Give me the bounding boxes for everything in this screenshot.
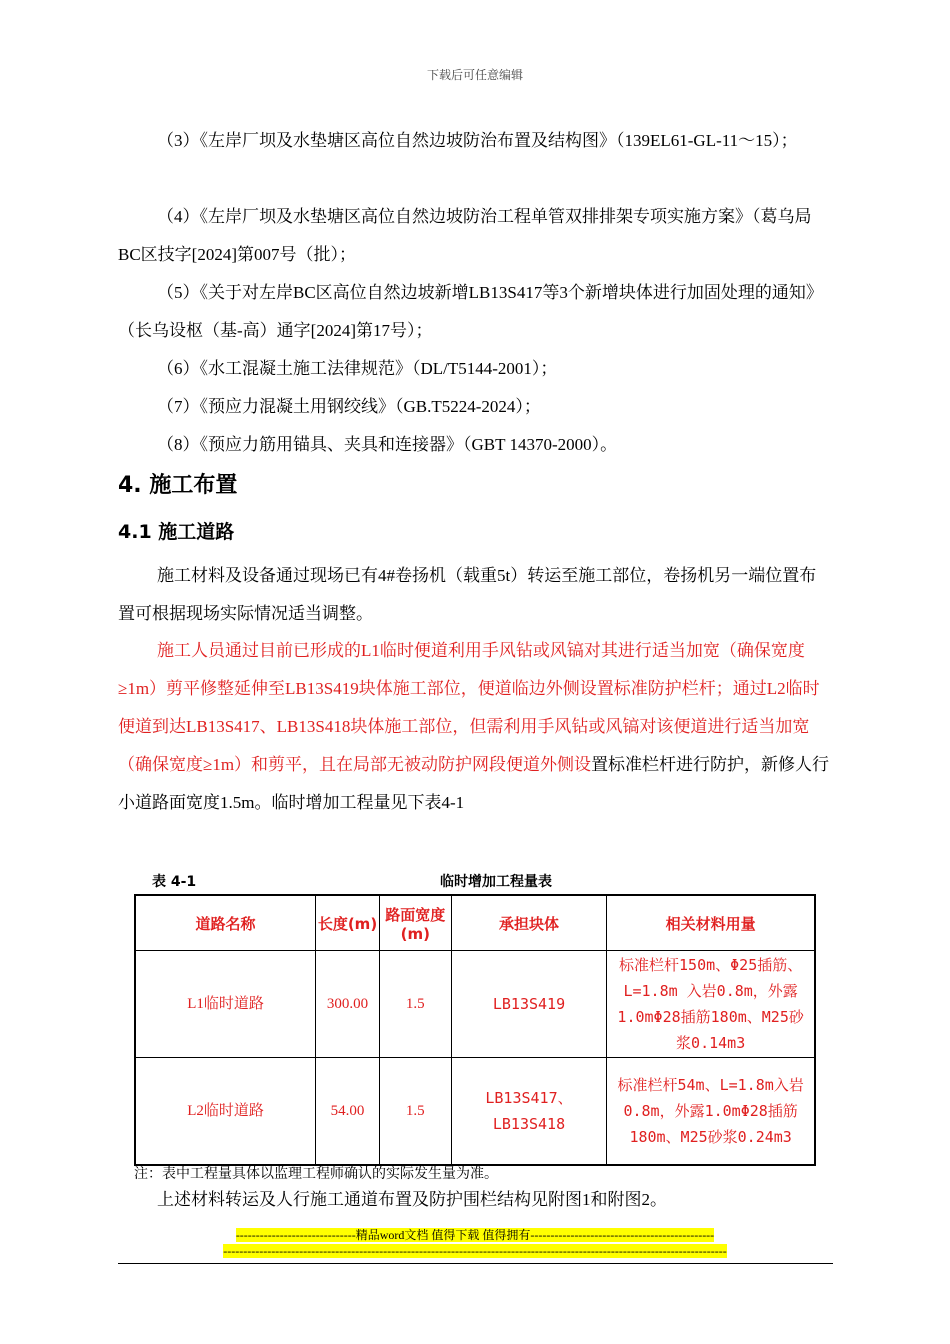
closing-paragraph: 上述材料转运及人行施工通道布置及防护围栏结构见附图1和附图2。 [157, 1190, 667, 1209]
header-length: 长度(m) [316, 895, 380, 951]
paragraph-roads-red: 施工人员通过目前已形成的L1临时便道利用手风钻或风镐对其进行适当加宽（确保宽度≥1m）剪平修整延伸至LB13S419块体施工部位，便道临边外侧设置标准防护栏杆；通过L2临时便道到达LB13S417、LB13S418块体施工部位，但需利用手风钻或风镐对该便道进行适当加宽（确保宽度≥1m）和剪平，且在局部无被动防护网段便道外侧设 [118, 641, 820, 774]
section-title: 4. 施工布置 [118, 473, 238, 498]
cell-length: 54.00 [316, 1058, 380, 1166]
cell-materials: 标准栏杆54m、L=1.8m入岩0.8m，外露1.0mΦ28插筋180m、M25砂浆0.24m3 [607, 1058, 815, 1166]
footer-line-1: ------------------------------精品word文档 值得下载 值得拥有---------------------------------------------- [235, 1228, 715, 1242]
cell-length: 300.00 [316, 951, 380, 1058]
ref-item-8: （8）《预应力筋用锚具、夹具和连接器》（GBT 14370-2000）。 [157, 435, 618, 454]
cell-block: LB13S417、LB13S418 [451, 1058, 607, 1166]
footer-rule [118, 1263, 833, 1264]
ref-item-4: （4）《左岸厂坝及水垫塘区高位自然边坡防治工程单管双排排架专项实施方案》（葛乌局BC区技字[2024]第007号（批）； [118, 207, 812, 264]
paragraph-roads-black: 置标准栏杆进行防护，新修人行小道路面宽度1.5m。临时增加工程量见下表4-1 [118, 755, 830, 812]
ref-item-3: （3）《左岸厂坝及水垫塘区高位自然边坡防治布置及结构图》（139EL61-GL-11～15）； [157, 131, 798, 150]
table-note: 注：表中工程量具体以监理工程师确认的实际发生量为准。 [134, 1167, 498, 1182]
header-block: 承担块体 [451, 895, 607, 951]
table-label: 表 4-1 [152, 874, 197, 890]
header-materials: 相关材料用量 [607, 895, 815, 951]
subsection-title: 4.1 施工道路 [118, 521, 235, 543]
cell-block: LB13S419 [451, 951, 607, 1058]
paragraph-materials: 施工材料及设备通过现场已有4#卷扬机（载重5t）转运至施工部位，卷扬机另一端位置布置可根据现场实际情况适当调整。 [118, 566, 817, 623]
table-title: 临时增加工程量表 [440, 874, 552, 890]
cell-materials: 标准栏杆150m、Φ25插筋、L=1.8m 入岩0.8m，外露1.0mΦ28插筋180m、M25砂浆0.14m3 [607, 951, 815, 1058]
header-width: 路面宽度(m) [379, 895, 451, 951]
cell-width: 1.5 [379, 1058, 451, 1166]
header-road-name: 道路名称 [135, 895, 316, 951]
table-row [135, 951, 815, 1058]
ref-item-7: （7）《预应力混凝土用钢绞线》（GB.T5224-2024）； [157, 397, 541, 416]
footer-banner [0, 1227, 950, 1259]
cell-road-name: L1临时道路 [135, 951, 316, 1058]
ref-item-5: （5）《关于对左岸BC区高位自然边坡新增LB13S417等3个新增块体进行加固处理的通知》（长乌设枢（基-高）通字[2024]第17号）； [118, 283, 823, 340]
quantity-table [134, 894, 816, 1166]
cell-width: 1.5 [379, 951, 451, 1058]
table-row [135, 1058, 815, 1166]
ref-item-6: （6）《水工混凝土施工法律规范》（DL/T5144-2001）； [157, 359, 558, 378]
table-header-row [135, 895, 815, 951]
paragraph-roads [118, 632, 833, 822]
cell-road-name: L2临时道路 [135, 1058, 316, 1166]
page-header: 下载后可任意编辑 [426, 68, 523, 82]
footer-line-2: ------------------------------------------------------------------------------------------------------------------------------ [223, 1244, 727, 1258]
